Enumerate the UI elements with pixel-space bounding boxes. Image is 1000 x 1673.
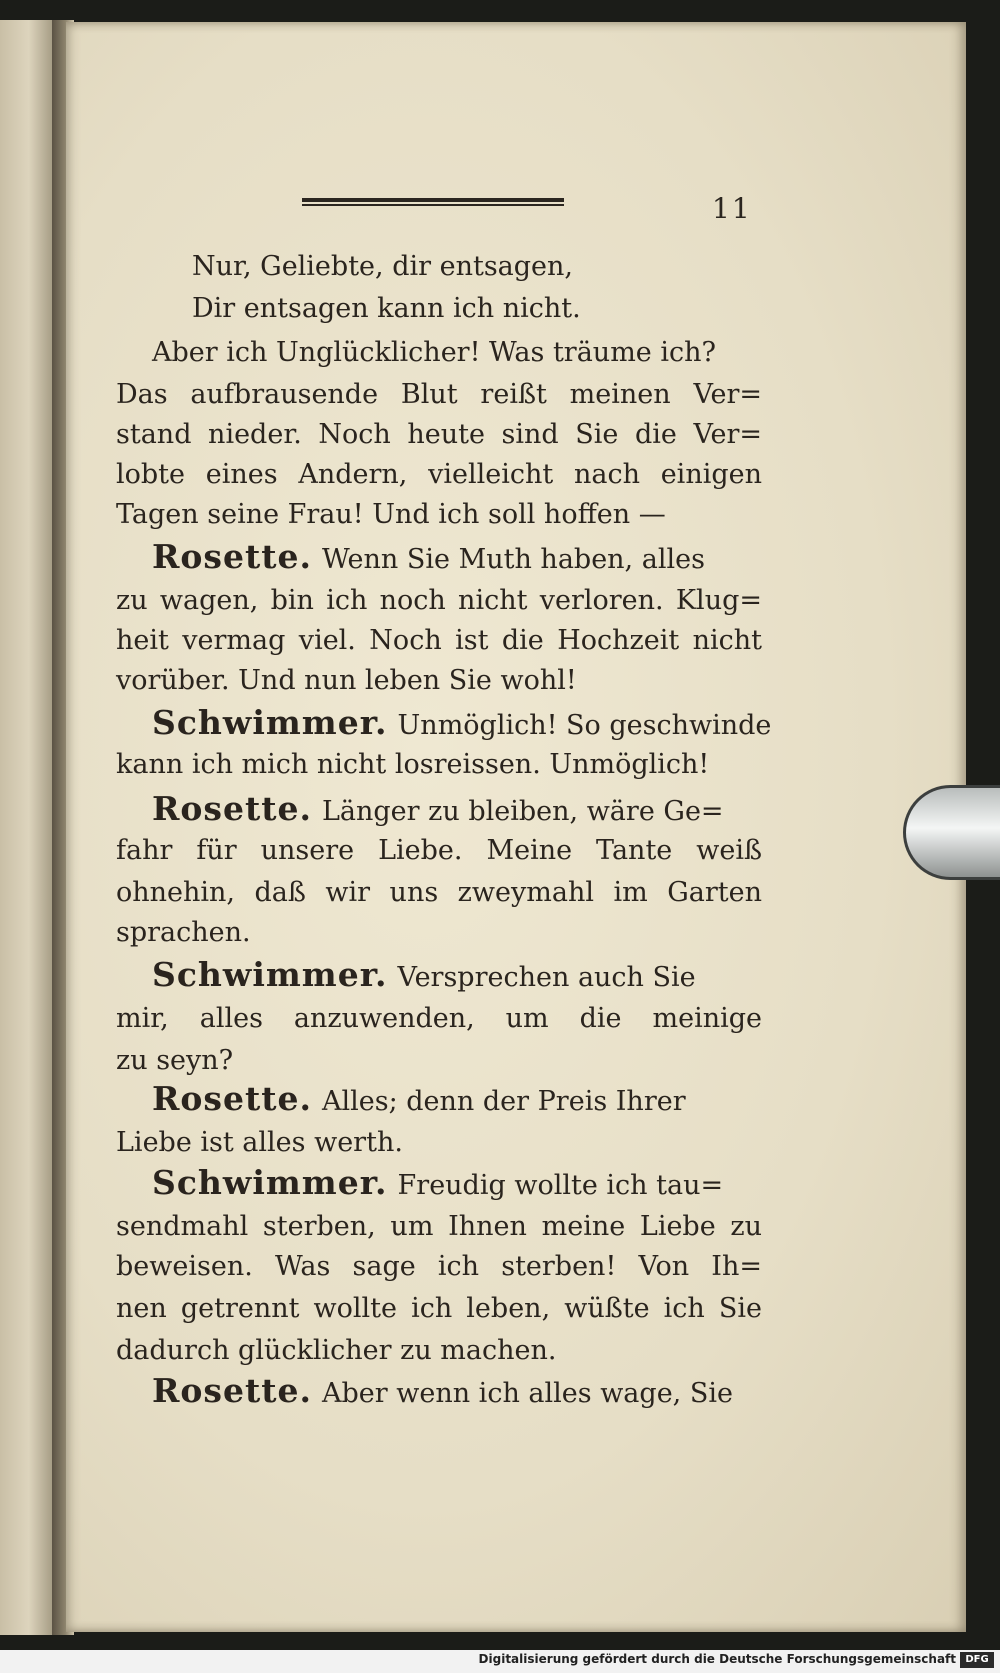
speaker-name: Rosette. — [152, 789, 312, 828]
bookmark-tab — [903, 785, 1000, 880]
dialogue-first-line: Schwimmer. Versprechen auch Sie — [152, 955, 696, 994]
dialogue-line: beweisen. Was sage ich sterben! Von Ih= — [116, 1251, 762, 1282]
dialogue-line: dadurch glücklicher zu machen. — [116, 1335, 557, 1366]
funding-credit: Digitalisierung gefördert durch die Deutsche Forschungsgemeinschaft — [478, 1652, 956, 1666]
dfg-logo: DFG — [960, 1652, 994, 1668]
dialogue-line: sprachen. — [116, 917, 251, 948]
dialogue-line: kann ich mich nicht losreissen. Unmöglich! — [116, 749, 710, 780]
dialogue-first-line: Schwimmer. Unmöglich! So geschwinde — [152, 703, 772, 742]
dialogue-first-line: Schwimmer. Freudig wollte ich tau= — [152, 1163, 724, 1202]
dialogue-line: fahr für unsere Liebe. Meine Tante weiß — [116, 835, 762, 866]
dialogue-line: mir, alles anzuwenden, um die meinige — [116, 1003, 762, 1034]
speaker-name: Rosette. — [152, 537, 312, 576]
paragraph-line: stand nieder. Noch heute sind Sie die Ver= — [116, 419, 762, 450]
page-number: 11 — [712, 192, 752, 225]
speaker-name: Schwimmer. — [152, 955, 388, 994]
dialogue-first-line: Rosette. Länger zu bleiben, wäre Ge= — [152, 789, 724, 828]
verse-line: Dir entsagen kann ich nicht. — [192, 293, 581, 324]
dialogue-line: Liebe ist alles werth. — [116, 1127, 403, 1158]
paragraph-line: Das aufbrausende Blut reißt meinen Ver= — [116, 379, 762, 410]
dialogue-line: ohnehin, daß wir uns zweymahl im Garten — [116, 877, 762, 908]
speaker-name: Rosette. — [152, 1371, 312, 1410]
verse-line: Nur, Geliebte, dir entsagen, — [192, 251, 574, 282]
dialogue-line: zu seyn? — [116, 1045, 234, 1076]
dialogue-first-line: Rosette. Alles; denn der Preis Ihrer — [152, 1079, 686, 1118]
speaker-name: Schwimmer. — [152, 703, 388, 742]
paragraph-line: lobte eines Andern, vielleicht nach einigen — [116, 459, 762, 490]
dialogue-line: nen getrennt wollte ich leben, wüßte ich Sie — [116, 1293, 762, 1324]
previous-page-edge — [0, 20, 54, 1635]
speaker-name: Rosette. — [152, 1079, 312, 1118]
paragraph-line: Aber ich Unglücklicher! Was träume ich? — [152, 337, 716, 368]
paragraph-line: Tagen seine Frau! Und ich soll hoffen — — [116, 499, 666, 530]
dialogue-first-line: Rosette. Wenn Sie Muth haben, alles — [152, 537, 705, 576]
dialogue-line: heit vermag viel. Noch ist die Hochzeit nicht — [116, 625, 762, 656]
dialogue-first-line: Rosette. Aber wenn ich alles wage, Sie — [152, 1371, 733, 1410]
header-rule — [302, 198, 564, 208]
dialogue-line: sendmahl sterben, um Ihnen meine Liebe zu — [116, 1211, 762, 1242]
dialogue-line: vorüber. Und nun leben Sie wohl! — [116, 665, 577, 696]
dialogue-line: zu wagen, bin ich noch nicht verloren. Klug= — [116, 585, 762, 616]
speaker-name: Schwimmer. — [152, 1163, 388, 1202]
